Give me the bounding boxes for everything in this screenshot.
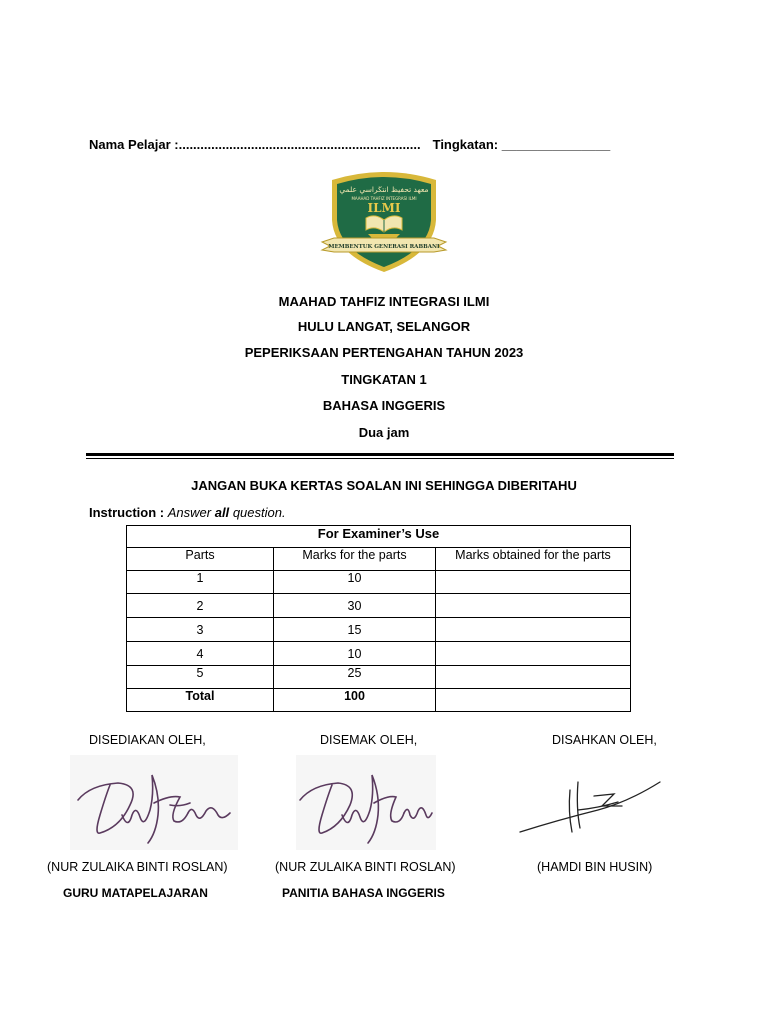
row-obtained[interactable] bbox=[436, 618, 631, 642]
instruction bbox=[89, 505, 286, 520]
prepared-by-title: DISEDIAKAN OLEH, bbox=[89, 733, 206, 747]
instruction-emphasis: all bbox=[214, 505, 230, 520]
signature-approved bbox=[518, 772, 663, 840]
logo-arabic-text: معهد تحفيظ انتڬراسي علمي bbox=[339, 185, 429, 194]
total-value: 100 bbox=[274, 689, 436, 712]
logo-name: ILMI bbox=[367, 201, 401, 215]
row-obtained[interactable] bbox=[436, 594, 631, 618]
prepared-by-name: (NUR ZULAIKA BINTI ROSLAN) bbox=[47, 860, 228, 874]
warning-text: JANGAN BUKA KERTAS SOALAN INI SEHINGGA DIBERITAHU bbox=[191, 478, 577, 493]
divider-thick bbox=[86, 453, 674, 456]
student-name-field[interactable]: ................................................................... bbox=[178, 137, 421, 152]
signature-prepared bbox=[70, 755, 238, 850]
table-title-row bbox=[127, 526, 631, 548]
table-title: For Examiner’s Use bbox=[127, 526, 631, 548]
examiner-table bbox=[126, 525, 631, 712]
row-part: 4 bbox=[127, 642, 274, 666]
row-marks: 10 bbox=[274, 571, 436, 594]
signature-checked bbox=[296, 755, 436, 850]
form-field[interactable]: _______________ bbox=[501, 137, 611, 152]
subject-name: BAHASA INGGERIS bbox=[322, 398, 446, 413]
checked-by-name: (NUR ZULAIKA BINTI ROSLAN) bbox=[275, 860, 456, 874]
row-marks: 10 bbox=[274, 642, 436, 666]
exam-title: PEPERIKSAAN PERTENGAHAN TAHUN 2023 bbox=[244, 345, 524, 360]
row-marks: 30 bbox=[274, 594, 436, 618]
header-parts: Parts bbox=[127, 548, 274, 571]
logo-banner-text: MEMBENTUK GENERASI RABBANI bbox=[328, 244, 440, 250]
row-part: 2 bbox=[127, 594, 274, 618]
total-label: Total bbox=[127, 689, 274, 712]
row-obtained[interactable] bbox=[436, 666, 631, 689]
table-header-row bbox=[127, 548, 631, 571]
row-obtained[interactable] bbox=[436, 571, 631, 594]
form-level: TINGKATAN 1 bbox=[341, 372, 427, 387]
school-logo bbox=[318, 168, 450, 274]
checked-by-role: PANITIA BAHASA INGGERIS bbox=[282, 886, 445, 900]
table-row bbox=[127, 666, 631, 689]
form-label: Tingkatan: bbox=[432, 137, 499, 152]
school-location: HULU LANGAT, SELANGOR bbox=[297, 319, 471, 334]
student-info-line bbox=[89, 137, 610, 152]
row-part: 3 bbox=[127, 618, 274, 642]
row-obtained[interactable] bbox=[436, 642, 631, 666]
row-marks: 25 bbox=[274, 666, 436, 689]
approved-by-name: (HAMDI BIN HUSIN) bbox=[537, 860, 653, 874]
row-part: 5 bbox=[127, 666, 274, 689]
school-name: MAAHAD TAHFIZ INTEGRASI ILMI bbox=[278, 294, 490, 309]
instruction-label: Instruction : bbox=[89, 505, 165, 520]
table-row bbox=[127, 618, 631, 642]
student-name-label: Nama Pelajar : bbox=[89, 137, 179, 152]
table-row bbox=[127, 571, 631, 594]
total-obtained[interactable] bbox=[436, 689, 631, 712]
checked-by-title: DISEMAK OLEH, bbox=[320, 733, 418, 747]
header-marks: Marks for the parts bbox=[274, 548, 436, 571]
row-marks: 15 bbox=[274, 618, 436, 642]
row-part: 1 bbox=[127, 571, 274, 594]
logo-subtitle: MAAHAD TAHFIZ INTEGRASI ILMI bbox=[351, 196, 417, 201]
instruction-text-before: Answer bbox=[167, 505, 212, 520]
table-row bbox=[127, 594, 631, 618]
approved-by-title: DISAHKAN OLEH, bbox=[552, 733, 657, 747]
header-obtained: Marks obtained for the parts bbox=[436, 548, 631, 571]
table-total-row bbox=[127, 689, 631, 712]
instruction-text-after: question. bbox=[232, 505, 286, 520]
table-row bbox=[127, 642, 631, 666]
prepared-by-role: GURU MATAPELAJARAN bbox=[63, 886, 208, 900]
divider-thin bbox=[86, 458, 674, 459]
exam-duration: Dua jam bbox=[358, 425, 410, 440]
